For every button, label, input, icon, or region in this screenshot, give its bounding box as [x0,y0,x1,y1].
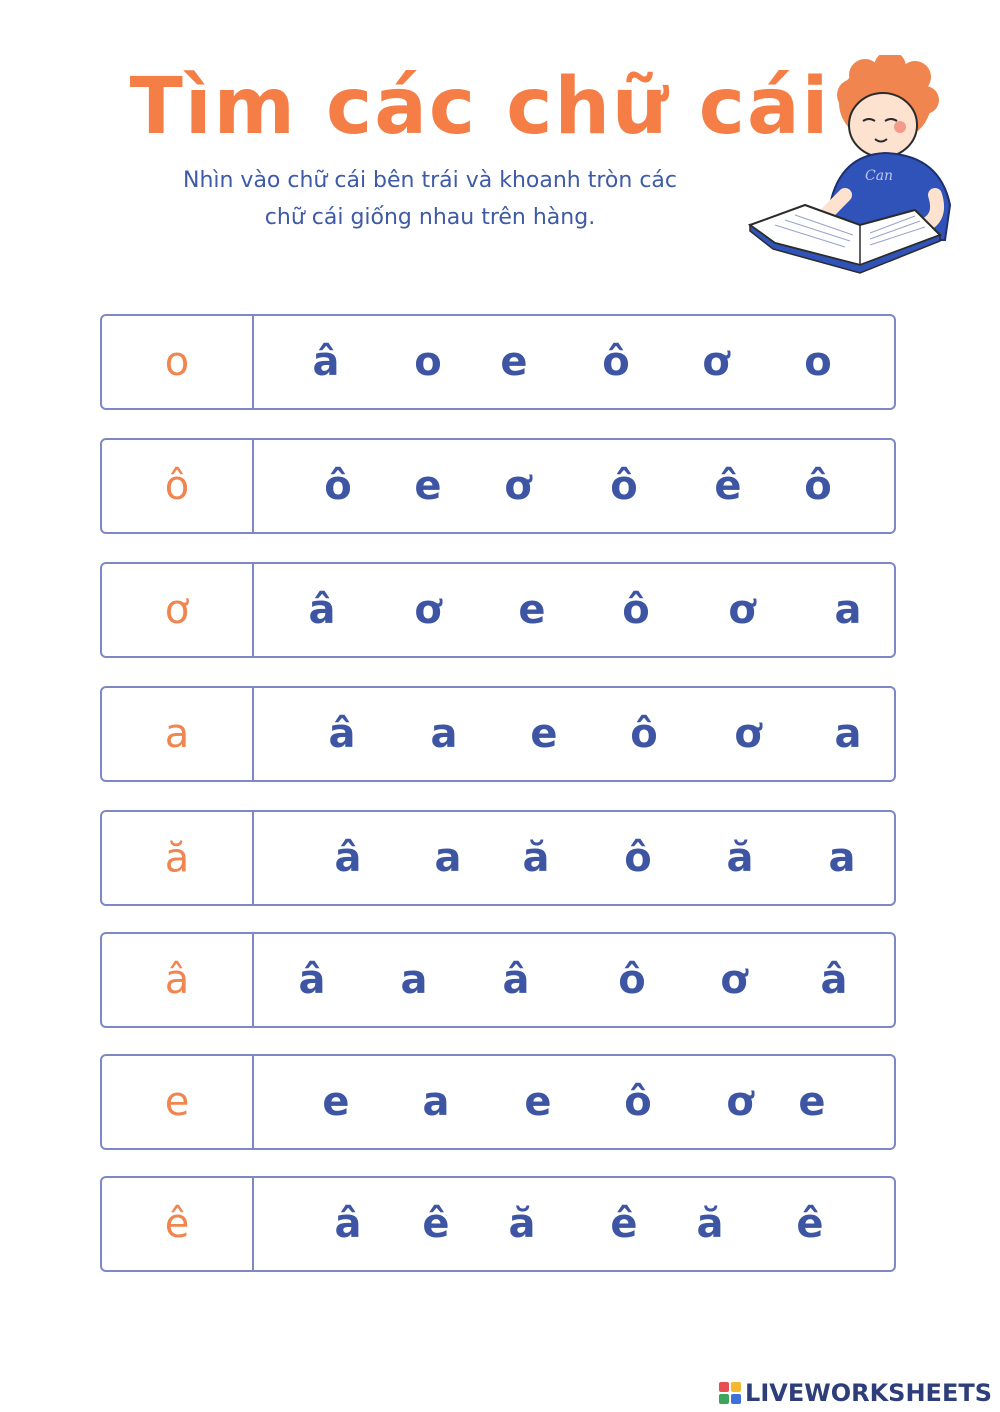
boy-reading-book-icon [745,55,960,285]
target-letter: â [102,934,254,1026]
choice-letter[interactable]: ô [624,835,652,881]
brand-text: LIVEWORKSHEETS [745,1379,992,1407]
choice-letter[interactable]: a [430,711,458,757]
choice-letter[interactable]: e [322,1079,350,1125]
choice-letter[interactable]: a [434,835,462,881]
choice-letter[interactable]: ê [714,463,742,509]
choice-letter[interactable]: â [328,711,356,757]
letter-row-a [100,686,896,782]
choice-letter[interactable]: ô [602,339,630,385]
target-letter: e [102,1056,254,1148]
letter-row-o [100,314,896,410]
choice-letter[interactable]: e [414,463,442,509]
svg-text:Can: Can [865,168,894,184]
choice-letter[interactable]: e [530,711,558,757]
choice-letter[interactable]: ơ [726,1079,754,1125]
choice-letter[interactable]: e [518,587,546,633]
choice-letter[interactable]: â [298,957,326,1003]
choice-letter[interactable]: ơ [728,587,756,633]
letter-row-o-circumflex [100,438,896,534]
choice-letter[interactable]: ơ [414,587,442,633]
choice-letter[interactable]: a [834,587,862,633]
choice-letter[interactable]: a [828,835,856,881]
letter-row-e-circumflex [100,1176,896,1272]
choice-letter[interactable]: ô [804,463,832,509]
letter-row-e [100,1054,896,1150]
liveworksheets-logo-icon [719,1382,741,1404]
choice-letter[interactable]: a [834,711,862,757]
choice-letter[interactable]: ô [618,957,646,1003]
page-title: Tìm các chữ cái [129,62,831,152]
choice-letter[interactable]: ă [696,1201,724,1247]
letter-row-a-circumflex [100,932,896,1028]
choice-letter[interactable]: ơ [734,711,762,757]
choice-letter[interactable]: e [798,1079,826,1125]
choice-letter[interactable]: e [500,339,528,385]
choice-letter[interactable]: â [820,957,848,1003]
choice-letter[interactable]: ô [624,1079,652,1125]
choice-letter[interactable]: â [312,339,340,385]
choice-letter[interactable]: â [502,957,530,1003]
choice-letter[interactable]: ơ [720,957,748,1003]
choice-letter[interactable]: ê [422,1201,450,1247]
target-letter: ă [102,812,254,904]
choice-letter[interactable]: ô [622,587,650,633]
liveworksheets-brand[interactable] [719,1378,992,1408]
choice-letter[interactable]: â [334,1201,362,1247]
choice-letter[interactable]: ô [324,463,352,509]
target-letter: ê [102,1178,254,1270]
instruction-line-2: chữ cái giống nhau trên hàng. [264,205,596,230]
instructions [110,162,750,236]
choice-letter[interactable]: ô [610,463,638,509]
choice-letter[interactable]: o [804,339,832,385]
choice-letter[interactable]: a [400,957,428,1003]
choice-letter[interactable]: e [524,1079,552,1125]
choice-letter[interactable]: a [422,1079,450,1125]
choice-letter[interactable]: ơ [702,339,730,385]
choice-letter[interactable]: ă [522,835,550,881]
choice-letter[interactable]: ê [610,1201,638,1247]
instruction-line-1: Nhìn vào chữ cái bên trái và khoanh tròn các [182,168,677,193]
choice-letter[interactable]: o [414,339,442,385]
target-letter: ơ [102,564,254,656]
choice-letter[interactable]: â [308,587,336,633]
choice-letter[interactable]: â [334,835,362,881]
choice-letter[interactable]: ă [726,835,754,881]
target-letter: a [102,688,254,780]
target-letter: o [102,316,254,408]
choice-letter[interactable]: ơ [504,463,532,509]
target-letter: ô [102,440,254,532]
choice-letter[interactable]: ô [630,711,658,757]
choice-letter[interactable]: ă [508,1201,536,1247]
choice-letter[interactable]: ê [796,1201,824,1247]
letter-row-a-breve [100,810,896,906]
letter-row-o-horn [100,562,896,658]
